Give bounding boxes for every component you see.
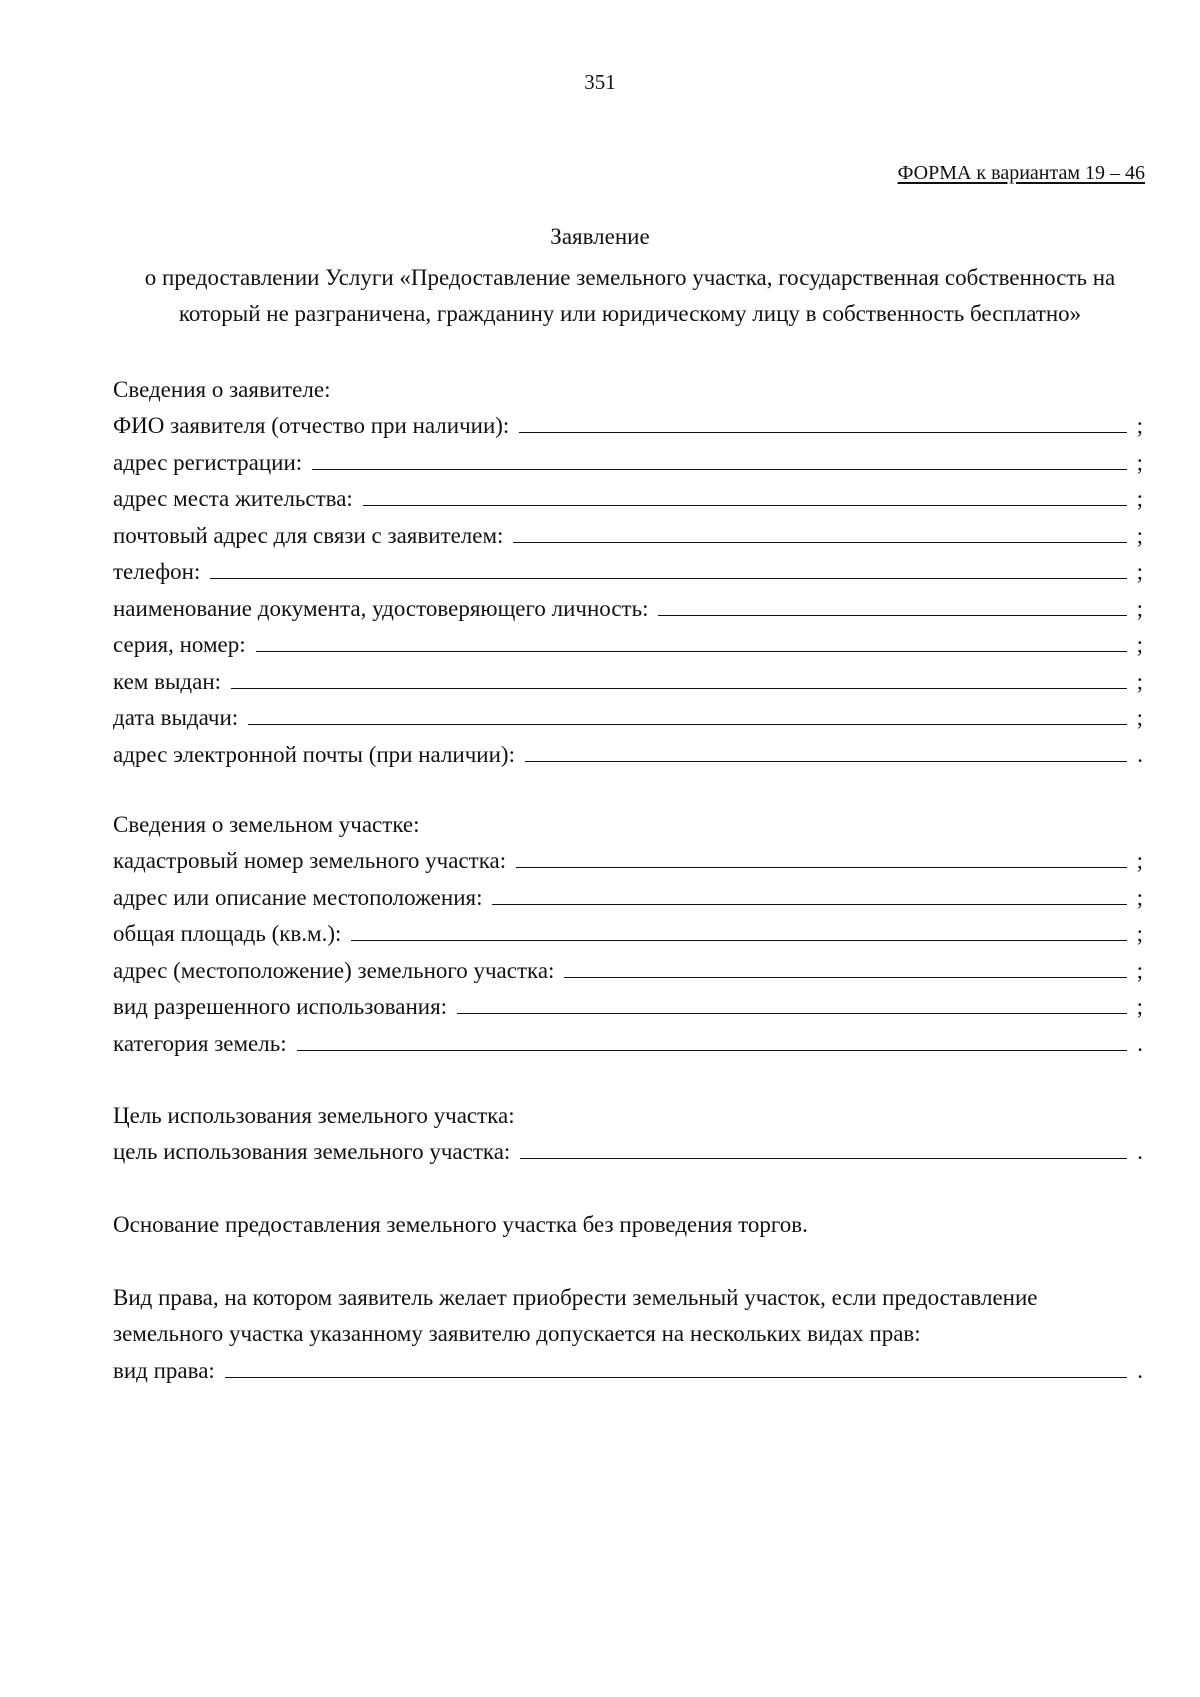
field-label: наименование документа, удостоверяющего личность: <box>113 595 649 621</box>
field-label: телефон: <box>113 559 201 584</box>
form-reference: ФОРМА к вариантам 19 – 46 <box>897 162 1145 184</box>
residence-address-input-line[interactable] <box>363 505 1127 506</box>
issue-date-input-line[interactable] <box>248 724 1127 725</box>
subtitle-line-2: который не разграничена, гражданину или юридическому лицу в собственность бесплатно» <box>178 301 1082 326</box>
applicant-series-number-row <box>113 622 1143 659</box>
land-cadastral-row <box>113 838 1143 875</box>
applicant-phone-row <box>113 549 1143 586</box>
purpose-row <box>113 1129 1143 1166</box>
field-label: адрес или описание местоположения: <box>113 884 483 910</box>
applicant-id-document-row <box>113 585 1143 622</box>
page-number: 351 <box>584 70 616 94</box>
field-label: серия, номер: <box>113 632 246 657</box>
right-type-input-line[interactable] <box>225 1377 1127 1378</box>
field-end-mark: ; <box>1136 921 1143 946</box>
applicant-issued-by-row <box>113 658 1143 695</box>
fio-input-line[interactable] <box>519 432 1127 433</box>
land-heading: Сведения о земельном участке: <box>113 811 420 837</box>
permitted-use-input-line[interactable] <box>457 1013 1127 1014</box>
applicant-fio-row <box>113 403 1143 440</box>
applicant-postal-row <box>113 512 1143 549</box>
id-document-input-line[interactable] <box>658 615 1127 616</box>
email-input-line[interactable] <box>525 761 1127 762</box>
document-title: Заявление <box>550 224 650 249</box>
postal-address-input-line[interactable] <box>513 542 1127 543</box>
field-end-mark: . <box>1137 1030 1143 1056</box>
field-end-mark: ; <box>1136 595 1143 621</box>
location-input-line[interactable] <box>492 904 1127 905</box>
field-end-mark: ; <box>1136 632 1143 657</box>
purpose-section <box>113 1092 1143 1165</box>
basis-text: Основание предоставления земельного участка без проведения торгов. <box>113 1211 808 1237</box>
field-end-mark: ; <box>1136 486 1143 511</box>
series-number-input-line[interactable] <box>256 651 1127 652</box>
issued-by-input-line[interactable] <box>231 688 1127 689</box>
right-type-section <box>113 1274 1143 1384</box>
applicant-email-row <box>113 731 1143 768</box>
field-end-mark: . <box>1137 1139 1143 1164</box>
right-type-text-line-2: земельного участка указанному заявителю допускается на нескольких видах прав: <box>113 1321 921 1346</box>
field-label: кем выдан: <box>113 668 222 694</box>
purpose-heading: Цель использования земельного участка: <box>113 1102 515 1128</box>
subtitle-line-1: о предоставлении Услуги «Предоставление земельного участка, государственная собственность на <box>144 265 1116 290</box>
land-area-row <box>113 911 1143 948</box>
field-label: дата выдачи: <box>113 705 239 730</box>
field-end-mark: ; <box>1136 449 1143 475</box>
land-category-row <box>113 1020 1143 1057</box>
field-label: вид разрешенного использования: <box>113 994 448 1019</box>
land-permitted-use-row <box>113 984 1143 1021</box>
field-label: вид права: <box>113 1357 215 1383</box>
field-label: кадастровый номер земельного участка: <box>113 848 507 873</box>
field-end-mark: ; <box>1136 994 1143 1019</box>
field-label: почтовый адрес для связи с заявителем: <box>113 522 504 548</box>
phone-input-line[interactable] <box>210 578 1127 579</box>
applicant-residence-row <box>113 476 1143 513</box>
field-end-mark: . <box>1137 741 1143 767</box>
applicant-heading: Сведения о заявителе: <box>113 376 331 402</box>
land-location-row <box>113 874 1143 911</box>
field-end-mark: ; <box>1136 957 1143 983</box>
field-label: адрес (местоположение) земельного участка: <box>113 957 555 983</box>
land-address-row <box>113 947 1143 984</box>
document-subtitle <box>100 260 1160 332</box>
land-category-input-line[interactable] <box>297 1050 1127 1051</box>
area-input-line[interactable] <box>351 940 1127 941</box>
basis-section <box>113 1201 1143 1238</box>
right-type-text-line-1: Вид права, на котором заявитель желает приобрести земельный участок, если предоставление <box>113 1284 1038 1310</box>
field-end-mark: ; <box>1136 848 1143 873</box>
field-end-mark: ; <box>1136 884 1143 910</box>
applicant-issue-date-row <box>113 695 1143 732</box>
field-label: общая площадь (кв.м.): <box>113 921 342 946</box>
field-end-mark: ; <box>1136 559 1143 584</box>
field-label: цель использования земельного участка: <box>113 1139 511 1164</box>
field-end-mark: ; <box>1136 522 1143 548</box>
field-end-mark: ; <box>1136 705 1143 730</box>
field-label: категория земель: <box>113 1030 287 1056</box>
applicant-section <box>113 366 1143 768</box>
field-label: адрес места жительства: <box>113 486 353 511</box>
applicant-registration-row <box>113 439 1143 476</box>
right-type-row <box>113 1347 1143 1384</box>
field-label: адрес электронной почты (при наличии): <box>113 741 515 767</box>
field-label: ФИО заявителя (отчество при наличии): <box>113 413 510 438</box>
field-label: адрес регистрации: <box>113 449 303 475</box>
field-end-mark: ; <box>1136 668 1143 694</box>
field-end-mark: . <box>1137 1357 1143 1383</box>
land-section <box>113 801 1143 1057</box>
registration-address-input-line[interactable] <box>312 469 1127 470</box>
field-end-mark: ; <box>1136 413 1143 438</box>
cadastral-number-input-line[interactable] <box>516 867 1127 868</box>
purpose-input-line[interactable] <box>520 1158 1127 1159</box>
plot-address-input-line[interactable] <box>564 977 1127 978</box>
